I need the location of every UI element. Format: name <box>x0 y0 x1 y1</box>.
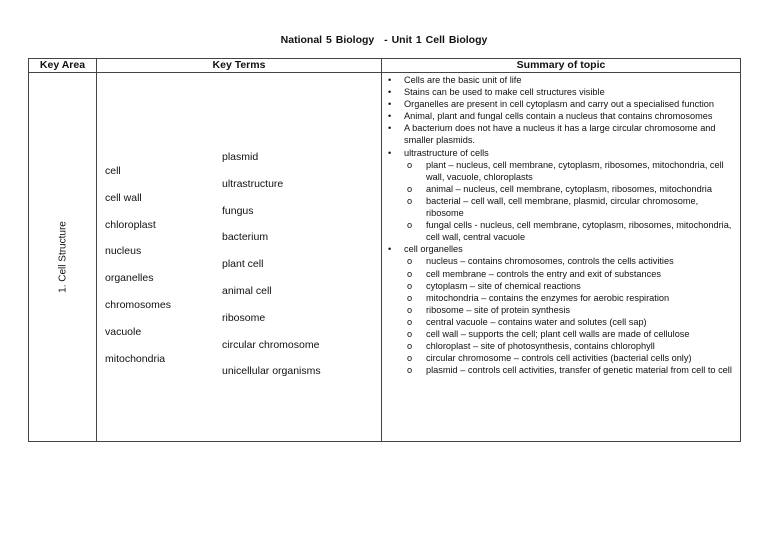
summary-point-text: Animal, plant and fungal cells contain a nucleus that contains chromosomes <box>404 111 713 122</box>
key-area-header: Key Area <box>29 59 97 73</box>
summary-point-text: ultrastructure of cells <box>404 147 489 158</box>
key-term: plasmid <box>222 151 259 163</box>
summary-point-text: cell organelles <box>404 244 463 255</box>
summary-subpoint: o animal – nucleus, cell membrane, cytoplasm, ribosomes, mitochondria <box>404 183 736 195</box>
unit-title: - Unit 1 Cell Biology <box>384 34 488 46</box>
key-term: nucleus <box>105 245 142 258</box>
summary-point-text: Stains can be used to make cell structures visible <box>404 87 605 98</box>
key-term: fungus <box>222 204 254 217</box>
key-term: ribosome <box>222 311 266 324</box>
summary-sublist <box>404 159 736 244</box>
table-row <box>29 73 741 442</box>
summary-subpoint: o circular chromosome – controls cell activities (bacterial cells only) <box>404 352 736 364</box>
key-term: chloroplast <box>105 218 156 231</box>
key-term: animal cell <box>222 284 272 297</box>
summary-subpoint: o plasmid – controls cell activities, transfer of genetic material from cell to cell <box>404 364 736 376</box>
summary-subpoint: o mitochondria – contains the enzymes for aerobic respiration <box>404 292 736 304</box>
key-area-cell <box>29 73 97 442</box>
summary-subpoint: o bacterial – cell wall, cell membrane, plasmid, circular chromosome, ribosome <box>404 195 736 219</box>
summary-point <box>382 98 736 110</box>
course-title: National 5 Biology <box>280 34 375 46</box>
summary-point-text: Cells are the basic unit of life <box>404 75 522 85</box>
key-term: mitochondria <box>105 352 166 365</box>
summary-point <box>382 74 736 86</box>
key-term: circular chromosome <box>222 338 320 351</box>
summary-subpoint: o plant – nucleus, cell membrane, cytoplasm, ribosomes, mitochondria, cell wall, vacuole, chloroplasts <box>404 159 736 183</box>
summary-point <box>382 86 736 98</box>
summary-point <box>382 243 736 376</box>
header-row <box>29 59 741 73</box>
key-terms-right-list <box>222 150 321 391</box>
key-terms-header: Key Terms <box>97 59 382 73</box>
key-term: vacuole <box>105 325 142 338</box>
summary-subpoint: o ribosome – site of protein synthesis <box>404 304 736 316</box>
key-term: cell <box>105 165 121 177</box>
key-term: bacterium <box>222 231 269 244</box>
topic-table <box>28 58 741 442</box>
summary-point <box>382 147 736 244</box>
summary-subpoint: o cell wall – supports the cell; plant cell walls are made of cellulose <box>404 328 736 340</box>
key-term: plant cell <box>222 258 264 271</box>
key-term: cell wall <box>105 191 142 204</box>
summary-subpoint: o cell membrane – controls the entry and exit of substances <box>404 268 736 280</box>
summary-subpoint: o central vacuole – contains water and solutes (cell sap) <box>404 316 736 328</box>
summary-sublist <box>404 255 736 376</box>
key-term: organelles <box>105 272 154 285</box>
summary-header: Summary of topic <box>382 59 741 73</box>
summary-point <box>382 122 736 146</box>
summary-subpoint: o cytoplasm – site of chemical reactions <box>404 280 736 292</box>
key-term: unicellular organisms <box>222 365 321 378</box>
summary-point <box>382 110 736 122</box>
key-term: chromosomes <box>105 298 171 311</box>
summary-list <box>382 73 740 378</box>
summary-subpoint: o nucleus – contains chromosomes, controls the cells activities <box>404 255 736 267</box>
summary-cell <box>382 73 741 442</box>
summary-point-text: Organelles are present in cell cytoplasm and carry out a specialised function <box>404 99 714 110</box>
key-area-label: 1. Cell Structure <box>57 221 68 293</box>
summary-subpoint: o chloroplast – site of photosynthesis, contains chlorophyll <box>404 340 736 352</box>
summary-point-text: A bacterium does not have a nucleus it has a large circular chromosome and smaller plasmids. <box>404 123 716 146</box>
key-terms-left-list <box>105 164 171 378</box>
key-terms-cell <box>97 73 382 442</box>
key-term: ultrastructure <box>222 177 284 190</box>
summary-subpoint: o fungal cells - nucleus, cell membrane, cytoplasm, ribosomes, mitochondria, cell wall, central vacuole <box>404 219 736 243</box>
document-title <box>0 34 768 46</box>
